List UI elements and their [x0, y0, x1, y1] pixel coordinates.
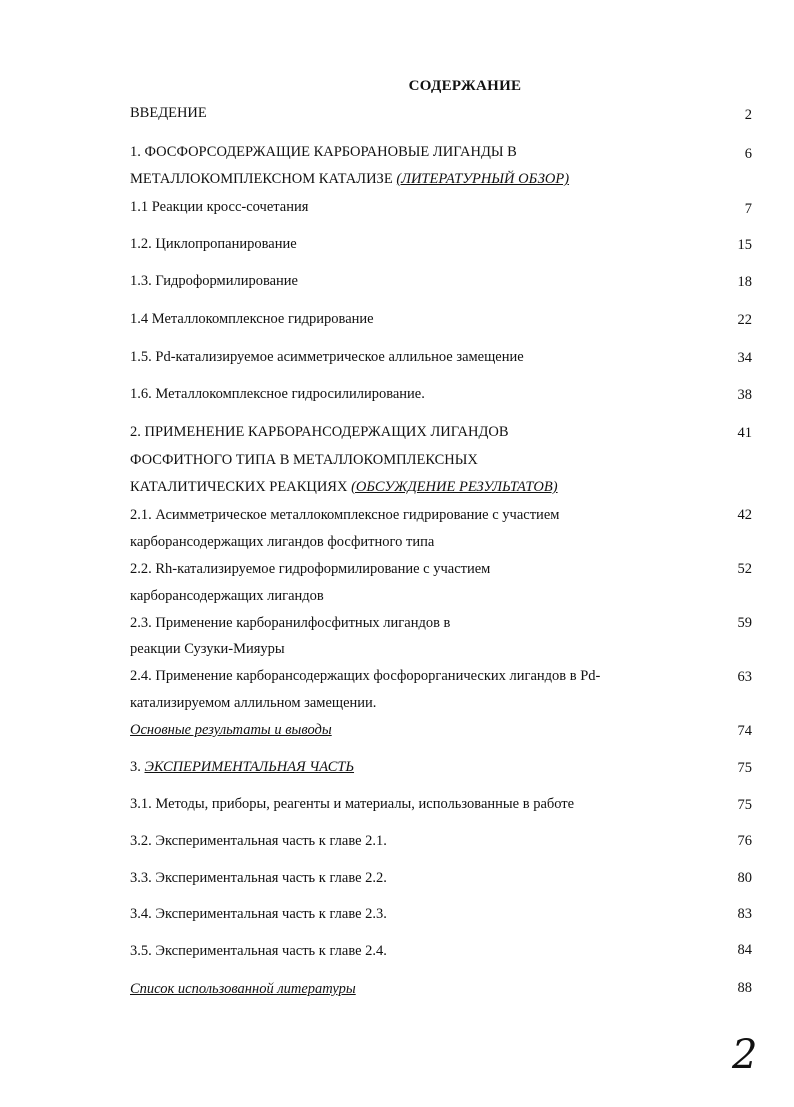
toc-page-number: 15	[737, 237, 752, 253]
toc-page-number: 75	[737, 760, 752, 776]
handwritten-page-number: 2	[732, 1032, 758, 1078]
toc-page-number: 74	[737, 723, 752, 739]
toc-entry-2-3-cont: реакции Сузуки-Мияуры	[130, 641, 285, 657]
toc-page-number: 84	[737, 942, 752, 958]
toc-entry-1-3: 1.3. Гидроформилирование	[130, 273, 298, 289]
toc-page-number: 7	[744, 201, 752, 217]
toc-entry-emphasis: ЭКСПЕРИМЕНТАЛЬНАЯ ЧАСТЬ	[144, 759, 355, 775]
toc-entry-2-3: 2.3. Применение карборанилфосфитных лигандов в	[130, 615, 451, 631]
toc-entry-1-5: 1.5. Pd-катализируемое асимметрическое аллильное замещение	[130, 349, 524, 365]
toc-entry-2-4-cont: катализируемом аллильном замещении.	[130, 695, 377, 711]
toc-entry-2-1-cont: карборансодержащих лигандов фосфитного типа	[130, 534, 435, 550]
toc-entry-3-4: 3.4. Экспериментальная часть к главе 2.3.	[130, 906, 387, 922]
toc-entry-text: КАТАЛИТИЧЕСКИХ РЕАКЦИЯХ	[130, 479, 348, 495]
toc-entry-references: Список использованной литературы	[130, 981, 356, 997]
toc-page-number: 88	[737, 980, 752, 996]
toc-page-number: 83	[737, 906, 752, 922]
toc-page-number: 75	[737, 797, 752, 813]
toc-entry-2-2: 2.2. Rh-катализируемое гидроформилирование с участием	[130, 561, 491, 577]
toc-entry-3-3: 3.3. Экспериментальная часть к главе 2.2.	[130, 870, 387, 886]
page-title: СОДЕРЖАНИЕ	[408, 78, 522, 94]
toc-page-number: 42	[737, 507, 752, 523]
toc-entry-3-2: 3.2. Экспериментальная часть к главе 2.1.	[130, 833, 387, 849]
toc-entry-2-2-cont: карборансодержащих лигандов	[130, 588, 324, 604]
toc-entry-2-4: 2.4. Применение карборансодержащих фосфорорганических лигандов в Pd-	[130, 668, 601, 684]
toc-entry-chapter-2-cont2	[130, 479, 660, 496]
toc-entry-1-2: 1.2. Циклопропанирование	[130, 236, 297, 252]
toc-entry-3-5: 3.5. Экспериментальная часть к главе 2.4.	[130, 943, 387, 959]
toc-entry-conclusions: Основные результаты и выводы	[130, 722, 332, 738]
toc-page-number: 80	[737, 870, 752, 886]
toc-page-number: 41	[737, 425, 752, 441]
toc-entry-3-1: 3.1. Методы, приборы, реагенты и материалы, использованные в работе	[130, 796, 575, 812]
toc-entry-emphasis: (ОБСУЖДЕНИЕ РЕЗУЛЬТАТОВ)	[351, 479, 558, 495]
toc-page-number: 2	[744, 107, 752, 123]
toc-page-number: 59	[737, 615, 752, 631]
toc-page-number: 18	[737, 274, 752, 290]
toc-page-number: 22	[737, 312, 752, 328]
toc-page-number: 34	[737, 350, 752, 366]
toc-entry-2-1: 2.1. Асимметрическое металлокомплексное гидрирование с участием	[130, 507, 560, 523]
toc-entry-prefix: 3.	[130, 759, 145, 775]
toc-entry-intro: ВВЕДЕНИЕ	[130, 105, 207, 121]
toc-entry-chapter-2-cont: ФОСФИТНОГО ТИПА В МЕТАЛЛОКОМПЛЕКСНЫХ	[130, 452, 478, 468]
toc-entry-chapter-2: 2. ПРИМЕНЕНИЕ КАРБОРАНСОДЕРЖАЩИХ ЛИГАНДОВ	[130, 424, 509, 440]
toc-entry-emphasis: (ЛИТЕРАТУРНЫЙ ОБЗОР)	[396, 171, 570, 187]
toc-entry-chapter-1-cont	[130, 171, 660, 188]
toc-entry-1-4: 1.4 Металлокомплексное гидрирование	[130, 311, 374, 327]
toc-entry-1-6: 1.6. Металлокомплексное гидросилилирование.	[130, 386, 425, 402]
toc-page-number: 63	[737, 669, 752, 685]
toc-page-number: 76	[737, 833, 752, 849]
toc-entry-text: МЕТАЛЛОКОМПЛЕКСНОМ КАТАЛИЗЕ	[130, 171, 393, 187]
toc-page-number: 6	[744, 146, 752, 162]
toc-entry-chapter-3	[130, 759, 660, 776]
toc-entry-1-1: 1.1 Реакции кросс-сочетания	[130, 199, 309, 215]
toc-entry-chapter-1: 1. ФОСФОРСОДЕРЖАЩИЕ КАРБОРАНОВЫЕ ЛИГАНДЫ В	[130, 144, 517, 160]
toc-page-number: 52	[737, 561, 752, 577]
toc-page-number: 38	[737, 387, 752, 403]
